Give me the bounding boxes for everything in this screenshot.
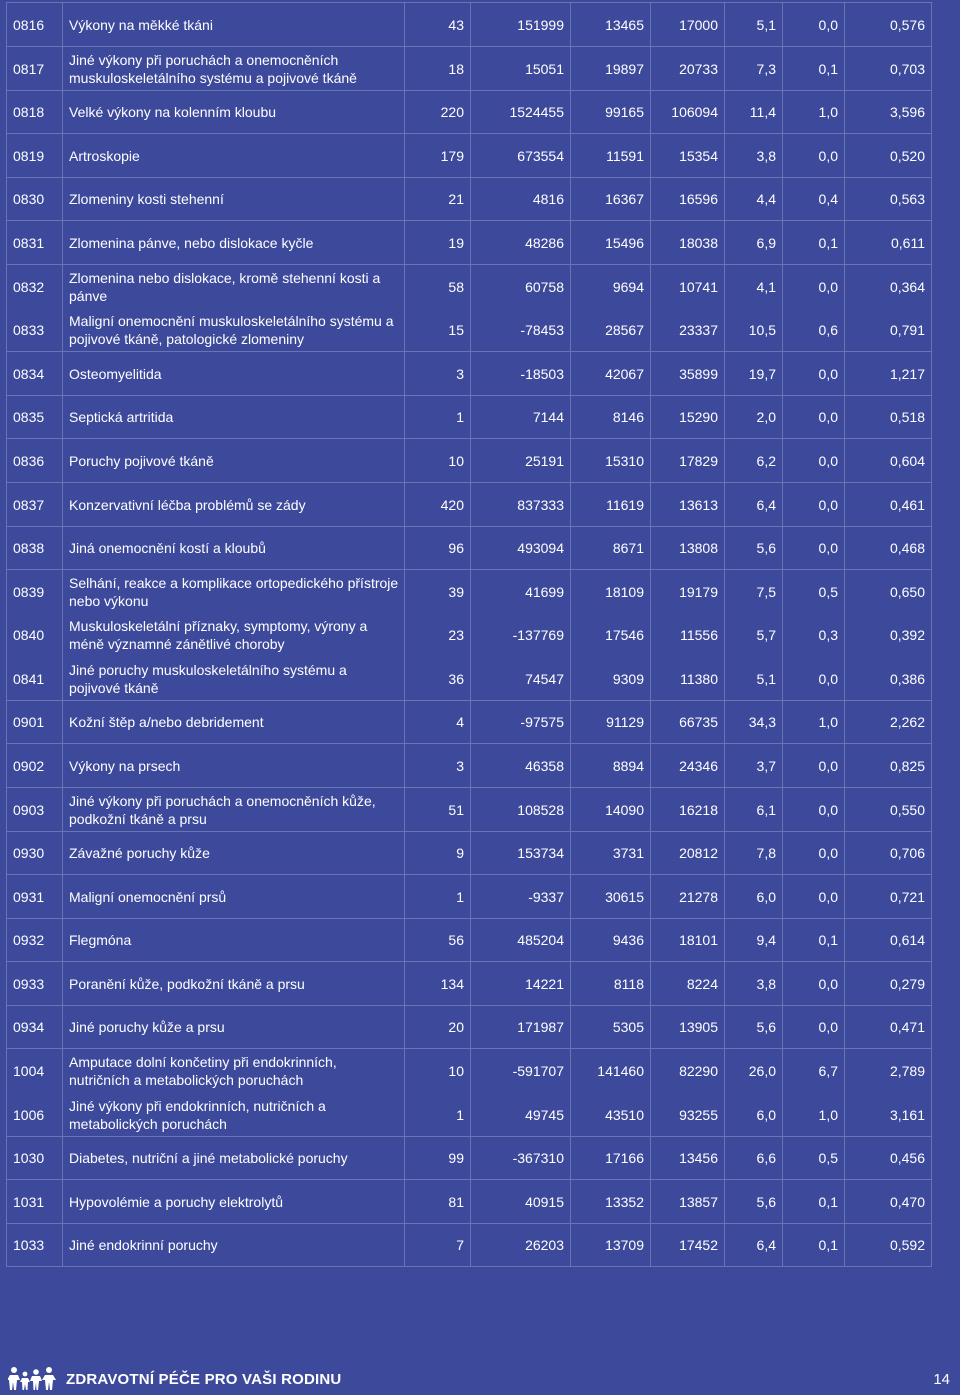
table-row [7,309,932,352]
row-value-1: 485204 [471,919,571,962]
table-row [7,832,932,875]
row-cases: 58 [405,265,471,309]
row-value-1: 15051 [471,47,571,91]
row-value-2: 9436 [571,919,651,962]
row-name: Maligní onemocnění prsů [63,875,405,919]
table-row [7,1137,932,1180]
row-value-1: 108528 [471,788,571,832]
row-weight: 0,721 [845,875,932,919]
row-weight: 0,563 [845,178,932,221]
row-cases: 56 [405,919,471,962]
row-name: Flegmóna [63,919,405,962]
row-weight: 1,217 [845,352,932,396]
row-cases: 39 [405,570,471,614]
row-code: 0930 [7,832,63,875]
row-cases: 51 [405,788,471,832]
row-value-3: 82290 [651,1049,725,1093]
row-value-5: 0,1 [783,47,845,91]
row-value-1: -591707 [471,1049,571,1093]
row-cases: 9 [405,832,471,875]
row-value-2: 15496 [571,221,651,265]
row-cases: 134 [405,962,471,1006]
row-value-5: 0,0 [783,744,845,788]
row-value-3: 10741 [651,265,725,309]
row-value-4: 5,1 [725,657,783,701]
row-code: 0818 [7,91,63,134]
row-value-5: 0,0 [783,875,845,919]
row-code: 1006 [7,1093,63,1137]
row-value-1: 49745 [471,1093,571,1137]
row-name: Jiné výkony při poruchách a onemocněních kůže, podkožní tkáně a prsu [63,788,405,832]
table-row [7,1224,932,1267]
row-value-1: -367310 [471,1137,571,1180]
row-value-3: 66735 [651,701,725,744]
row-name: Poruchy pojivové tkáně [63,439,405,483]
row-value-1: 41699 [471,570,571,614]
row-value-5: 0,0 [783,1006,845,1049]
row-code: 0837 [7,483,63,527]
row-name: Velké výkony na kolenním kloubu [63,91,405,134]
row-value-4: 19,7 [725,352,783,396]
row-code: 0839 [7,570,63,614]
row-weight: 0,791 [845,309,932,352]
row-value-1: 171987 [471,1006,571,1049]
table-row [7,1093,932,1137]
row-value-5: 1,0 [783,91,845,134]
row-value-3: 13905 [651,1006,725,1049]
row-weight: 2,262 [845,701,932,744]
table-row [7,527,932,570]
row-cases: 1 [405,396,471,439]
row-code: 0819 [7,134,63,178]
row-value-4: 3,8 [725,962,783,1006]
row-name: Zlomenina nebo dislokace, kromě stehenní kosti a pánve [63,265,405,309]
row-name: Konzervativní léčba problémů se zády [63,483,405,527]
row-value-1: 837333 [471,483,571,527]
row-value-4: 6,4 [725,483,783,527]
row-code: 0834 [7,352,63,396]
row-value-1: 46358 [471,744,571,788]
row-value-1: 1524455 [471,91,571,134]
row-value-5: 0,0 [783,396,845,439]
row-value-2: 9309 [571,657,651,701]
row-name: Jiné poruchy kůže a prsu [63,1006,405,1049]
row-value-3: 18038 [651,221,725,265]
row-value-4: 7,3 [725,47,783,91]
row-cases: 36 [405,657,471,701]
row-value-3: 16596 [651,178,725,221]
row-cases: 18 [405,47,471,91]
row-weight: 2,789 [845,1049,932,1093]
row-value-5: 0,0 [783,483,845,527]
row-value-2: 141460 [571,1049,651,1093]
row-value-3: 13456 [651,1137,725,1180]
row-code: 0831 [7,221,63,265]
row-cases: 10 [405,439,471,483]
row-code: 0832 [7,265,63,309]
family-figures-icon [8,1366,58,1390]
row-value-1: 26203 [471,1224,571,1267]
row-weight: 0,470 [845,1180,932,1224]
row-code: 0838 [7,527,63,570]
row-weight: 0,825 [845,744,932,788]
row-value-1: -9337 [471,875,571,919]
row-cases: 15 [405,309,471,352]
row-name: Jiné výkony při poruchách a onemocněních muskuloskeletálního systému a pojivové tkáně [63,47,405,91]
row-value-5: 0,1 [783,1180,845,1224]
row-value-2: 13352 [571,1180,651,1224]
row-value-1: 40915 [471,1180,571,1224]
row-value-1: 60758 [471,265,571,309]
row-weight: 0,576 [845,3,932,47]
row-name: Septická artritida [63,396,405,439]
row-name: Osteomyelitida [63,352,405,396]
row-code: 0836 [7,439,63,483]
row-code: 0903 [7,788,63,832]
row-value-4: 5,6 [725,1006,783,1049]
row-value-4: 2,0 [725,396,783,439]
row-code: 0901 [7,701,63,744]
row-name: Muskuloskeletální příznaky, symptomy, výrony a méně významné zánětlivé choroby [63,614,405,657]
row-value-1: 48286 [471,221,571,265]
row-value-3: 13808 [651,527,725,570]
row-value-4: 6,0 [725,1093,783,1137]
row-value-2: 13709 [571,1224,651,1267]
table-row [7,483,932,527]
row-value-4: 6,0 [725,875,783,919]
row-value-1: 25191 [471,439,571,483]
footer-title: ZDRAVOTNÍ PÉČE PRO VAŠI RODINU [66,1371,342,1388]
row-value-4: 4,4 [725,178,783,221]
row-name: Diabetes, nutriční a jiné metabolické poruchy [63,1137,405,1180]
row-cases: 20 [405,1006,471,1049]
row-value-5: 0,0 [783,788,845,832]
row-value-5: 1,0 [783,701,845,744]
row-code: 0817 [7,47,63,91]
row-value-5: 0,0 [783,962,845,1006]
row-value-2: 43510 [571,1093,651,1137]
row-value-1: 153734 [471,832,571,875]
row-cases: 7 [405,1224,471,1267]
row-weight: 0,550 [845,788,932,832]
row-cases: 21 [405,178,471,221]
row-cases: 23 [405,614,471,657]
row-value-3: 20733 [651,47,725,91]
row-cases: 4 [405,701,471,744]
row-cases: 99 [405,1137,471,1180]
row-value-5: 6,7 [783,1049,845,1093]
row-value-5: 0,0 [783,352,845,396]
row-code: 1004 [7,1049,63,1093]
row-value-3: 15354 [651,134,725,178]
row-weight: 3,596 [845,91,932,134]
row-code: 0933 [7,962,63,1006]
row-value-1: 151999 [471,3,571,47]
row-value-1: 7144 [471,396,571,439]
row-value-3: 15290 [651,396,725,439]
row-value-1: 493094 [471,527,571,570]
row-value-3: 20812 [651,832,725,875]
row-name: Selhání, reakce a komplikace ortopedického přístroje nebo výkonu [63,570,405,614]
row-weight: 0,456 [845,1137,932,1180]
row-value-2: 19897 [571,47,651,91]
row-name: Artroskopie [63,134,405,178]
row-weight: 0,461 [845,483,932,527]
row-name: Jiné poruchy muskuloskeletálního systému a pojivové tkáně [63,657,405,701]
row-code: 1030 [7,1137,63,1180]
row-value-3: 17000 [651,3,725,47]
row-code: 0934 [7,1006,63,1049]
row-value-5: 0,5 [783,1137,845,1180]
row-value-5: 0,0 [783,3,845,47]
row-value-2: 14090 [571,788,651,832]
row-value-2: 11591 [571,134,651,178]
row-value-2: 8894 [571,744,651,788]
table-row [7,178,932,221]
row-weight: 0,364 [845,265,932,309]
row-code: 1031 [7,1180,63,1224]
table-row [7,1006,932,1049]
table-row [7,221,932,265]
row-weight: 0,592 [845,1224,932,1267]
row-value-4: 11,4 [725,91,783,134]
row-value-2: 11619 [571,483,651,527]
table-row [7,614,932,657]
row-weight: 0,520 [845,134,932,178]
row-value-5: 0,1 [783,1224,845,1267]
row-value-5: 0,0 [783,439,845,483]
row-value-4: 5,6 [725,527,783,570]
row-cases: 43 [405,3,471,47]
row-weight: 3,161 [845,1093,932,1137]
table-row [7,134,932,178]
row-value-2: 8146 [571,396,651,439]
row-value-3: 17829 [651,439,725,483]
row-name: Zlomeniny kosti stehenní [63,178,405,221]
row-value-2: 9694 [571,265,651,309]
row-value-4: 6,1 [725,788,783,832]
row-value-2: 18109 [571,570,651,614]
row-value-3: 17452 [651,1224,725,1267]
row-value-4: 5,7 [725,614,783,657]
row-value-3: 13613 [651,483,725,527]
row-value-5: 0,4 [783,178,845,221]
row-weight: 0,703 [845,47,932,91]
row-value-2: 17166 [571,1137,651,1180]
row-value-5: 0,0 [783,134,845,178]
row-name: Kožní štěp a/nebo debridement [63,701,405,744]
row-value-4: 3,8 [725,134,783,178]
row-weight: 0,611 [845,221,932,265]
row-value-4: 7,8 [725,832,783,875]
row-value-1: 14221 [471,962,571,1006]
row-value-2: 5305 [571,1006,651,1049]
row-value-3: 106094 [651,91,725,134]
row-name: Výkony na prsech [63,744,405,788]
row-value-4: 6,4 [725,1224,783,1267]
row-value-3: 18101 [651,919,725,962]
row-cases: 3 [405,352,471,396]
row-value-2: 8118 [571,962,651,1006]
row-weight: 0,604 [845,439,932,483]
row-value-2: 28567 [571,309,651,352]
table-row [7,1049,932,1093]
row-value-2: 42067 [571,352,651,396]
row-name: Výkony na měkké tkáni [63,3,405,47]
table-row [7,3,932,47]
row-value-3: 23337 [651,309,725,352]
row-value-4: 5,6 [725,1180,783,1224]
table-row [7,788,932,832]
row-weight: 0,518 [845,396,932,439]
table-row [7,439,932,483]
row-value-4: 7,5 [725,570,783,614]
row-code: 0931 [7,875,63,919]
row-value-2: 30615 [571,875,651,919]
table-body [7,3,932,1267]
table-row [7,91,932,134]
row-name: Maligní onemocnění muskuloskeletálního systému a pojivové tkáně, patologické zlomeniny [63,309,405,352]
row-cases: 81 [405,1180,471,1224]
row-code: 1033 [7,1224,63,1267]
row-value-3: 13857 [651,1180,725,1224]
row-value-3: 21278 [651,875,725,919]
row-value-3: 35899 [651,352,725,396]
row-value-1: -97575 [471,701,571,744]
row-value-5: 0,0 [783,265,845,309]
row-code: 0833 [7,309,63,352]
table-row [7,1180,932,1224]
row-value-4: 3,7 [725,744,783,788]
row-value-4: 10,5 [725,309,783,352]
row-value-5: 1,0 [783,1093,845,1137]
table-row [7,657,932,701]
row-value-5: 0,0 [783,527,845,570]
row-value-1: 673554 [471,134,571,178]
row-code: 0816 [7,3,63,47]
row-name: Jiné endokrinní poruchy [63,1224,405,1267]
row-value-5: 0,3 [783,614,845,657]
row-code: 0841 [7,657,63,701]
row-value-4: 4,1 [725,265,783,309]
table-row [7,47,932,91]
row-weight: 0,392 [845,614,932,657]
row-code: 0830 [7,178,63,221]
row-name: Amputace dolní končetiny při endokrinních, nutričních a metabolických poruchách [63,1049,405,1093]
row-name: Závažné poruchy kůže [63,832,405,875]
table-row [7,875,932,919]
table-row [7,396,932,439]
row-value-1: -78453 [471,309,571,352]
row-value-5: 0,5 [783,570,845,614]
row-value-4: 26,0 [725,1049,783,1093]
row-value-4: 34,3 [725,701,783,744]
row-value-3: 19179 [651,570,725,614]
row-code: 0835 [7,396,63,439]
row-weight: 0,471 [845,1006,932,1049]
row-value-4: 5,1 [725,3,783,47]
row-value-4: 9,4 [725,919,783,962]
row-weight: 0,614 [845,919,932,962]
row-value-2: 3731 [571,832,651,875]
row-value-4: 6,6 [725,1137,783,1180]
row-value-3: 8224 [651,962,725,1006]
row-value-3: 24346 [651,744,725,788]
row-value-2: 8671 [571,527,651,570]
row-value-1: 4816 [471,178,571,221]
row-cases: 96 [405,527,471,570]
row-code: 0932 [7,919,63,962]
row-cases: 10 [405,1049,471,1093]
table-row [7,919,932,962]
row-cases: 179 [405,134,471,178]
row-value-3: 11380 [651,657,725,701]
row-name: Poranění kůže, podkožní tkáně a prsu [63,962,405,1006]
table-row [7,744,932,788]
row-value-4: 6,2 [725,439,783,483]
row-value-1: -137769 [471,614,571,657]
row-name: Jiná onemocnění kostí a kloubů [63,527,405,570]
drg-table [6,2,932,1267]
row-value-2: 17546 [571,614,651,657]
row-value-5: 0,1 [783,221,845,265]
row-value-4: 6,9 [725,221,783,265]
row-value-3: 16218 [651,788,725,832]
row-weight: 0,706 [845,832,932,875]
row-value-5: 0,0 [783,657,845,701]
row-code: 0902 [7,744,63,788]
table-row [7,701,932,744]
table-row [7,962,932,1006]
page-footer [0,1362,960,1395]
row-value-1: 74547 [471,657,571,701]
row-cases: 1 [405,1093,471,1137]
row-name: Jiné výkony při endokrinních, nutričních a metabolických poruchách [63,1093,405,1137]
row-value-3: 93255 [651,1093,725,1137]
row-cases: 19 [405,221,471,265]
row-cases: 220 [405,91,471,134]
row-value-2: 91129 [571,701,651,744]
table-row [7,265,932,309]
row-value-2: 16367 [571,178,651,221]
row-cases: 1 [405,875,471,919]
table-row [7,570,932,614]
row-value-1: -18503 [471,352,571,396]
row-weight: 0,279 [845,962,932,1006]
row-weight: 0,650 [845,570,932,614]
row-value-2: 15310 [571,439,651,483]
table-row [7,352,932,396]
row-name: Hypovolémie a poruchy elektrolytů [63,1180,405,1224]
row-value-5: 0,0 [783,832,845,875]
row-value-5: 0,6 [783,309,845,352]
row-cases: 420 [405,483,471,527]
row-value-2: 13465 [571,3,651,47]
page-number: 14 [933,1371,950,1388]
row-code: 0840 [7,614,63,657]
row-cases: 3 [405,744,471,788]
row-value-2: 99165 [571,91,651,134]
row-name: Zlomenina pánve, nebo dislokace kyčle [63,221,405,265]
row-value-5: 0,1 [783,919,845,962]
row-weight: 0,386 [845,657,932,701]
row-value-3: 11556 [651,614,725,657]
row-weight: 0,468 [845,527,932,570]
